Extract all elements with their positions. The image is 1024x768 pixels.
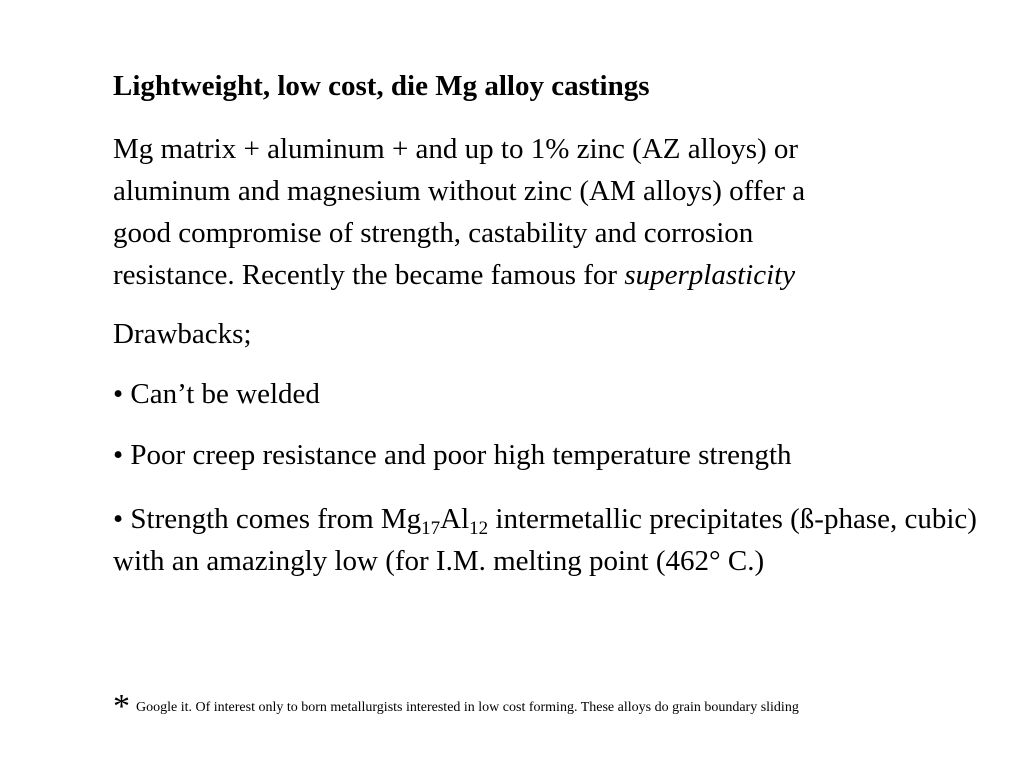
paragraph-line-4-text: resistance. Recently the became famous for [113, 259, 625, 291]
superplasticity-emphasis: superplasticity [624, 259, 796, 291]
bullet-item-strength [113, 498, 993, 582]
paragraph-line-2: aluminum and magnesium without zinc (AM alloys) offer a [113, 175, 806, 207]
paragraph-line-4 [113, 254, 973, 296]
bullet-item-creep [113, 437, 792, 473]
subscript-12: 12 [469, 518, 489, 539]
bullet-text: Can’t be welded [130, 378, 320, 410]
bullet-text-end: intermetallic precipitates (ß-phase, cubic) with an amazingly low (for I.M. melting point (462° C.) [113, 503, 977, 577]
bullet-marker: • [113, 378, 124, 410]
paragraph-line-1: Mg matrix + aluminum + and up to 1% zinc (AZ alloys) or [113, 133, 799, 165]
footnote-marker: * [113, 688, 130, 725]
footnote [113, 690, 799, 724]
bullet-item-welding [113, 376, 320, 412]
slide-title: Lightweight, low cost, die Mg alloy castings [113, 70, 650, 102]
bullet-text: Poor creep resistance and poor high temperature strength [130, 439, 792, 471]
subscript-17: 17 [421, 518, 441, 539]
bullet-text-al: Al [440, 503, 470, 535]
drawbacks-heading: Drawbacks; [113, 318, 252, 350]
bullet-marker: • [113, 503, 124, 535]
bullet-text-start: Strength comes from Mg [130, 503, 422, 535]
paragraph-line-3: good compromise of strength, castability and corrosion [113, 217, 754, 249]
bullet-marker: • [113, 439, 124, 471]
intro-paragraph [113, 128, 973, 296]
footnote-text: Google it. Of interest only to born metallurgists interested in low cost forming. These alloys do grain boundary sliding [136, 700, 799, 715]
